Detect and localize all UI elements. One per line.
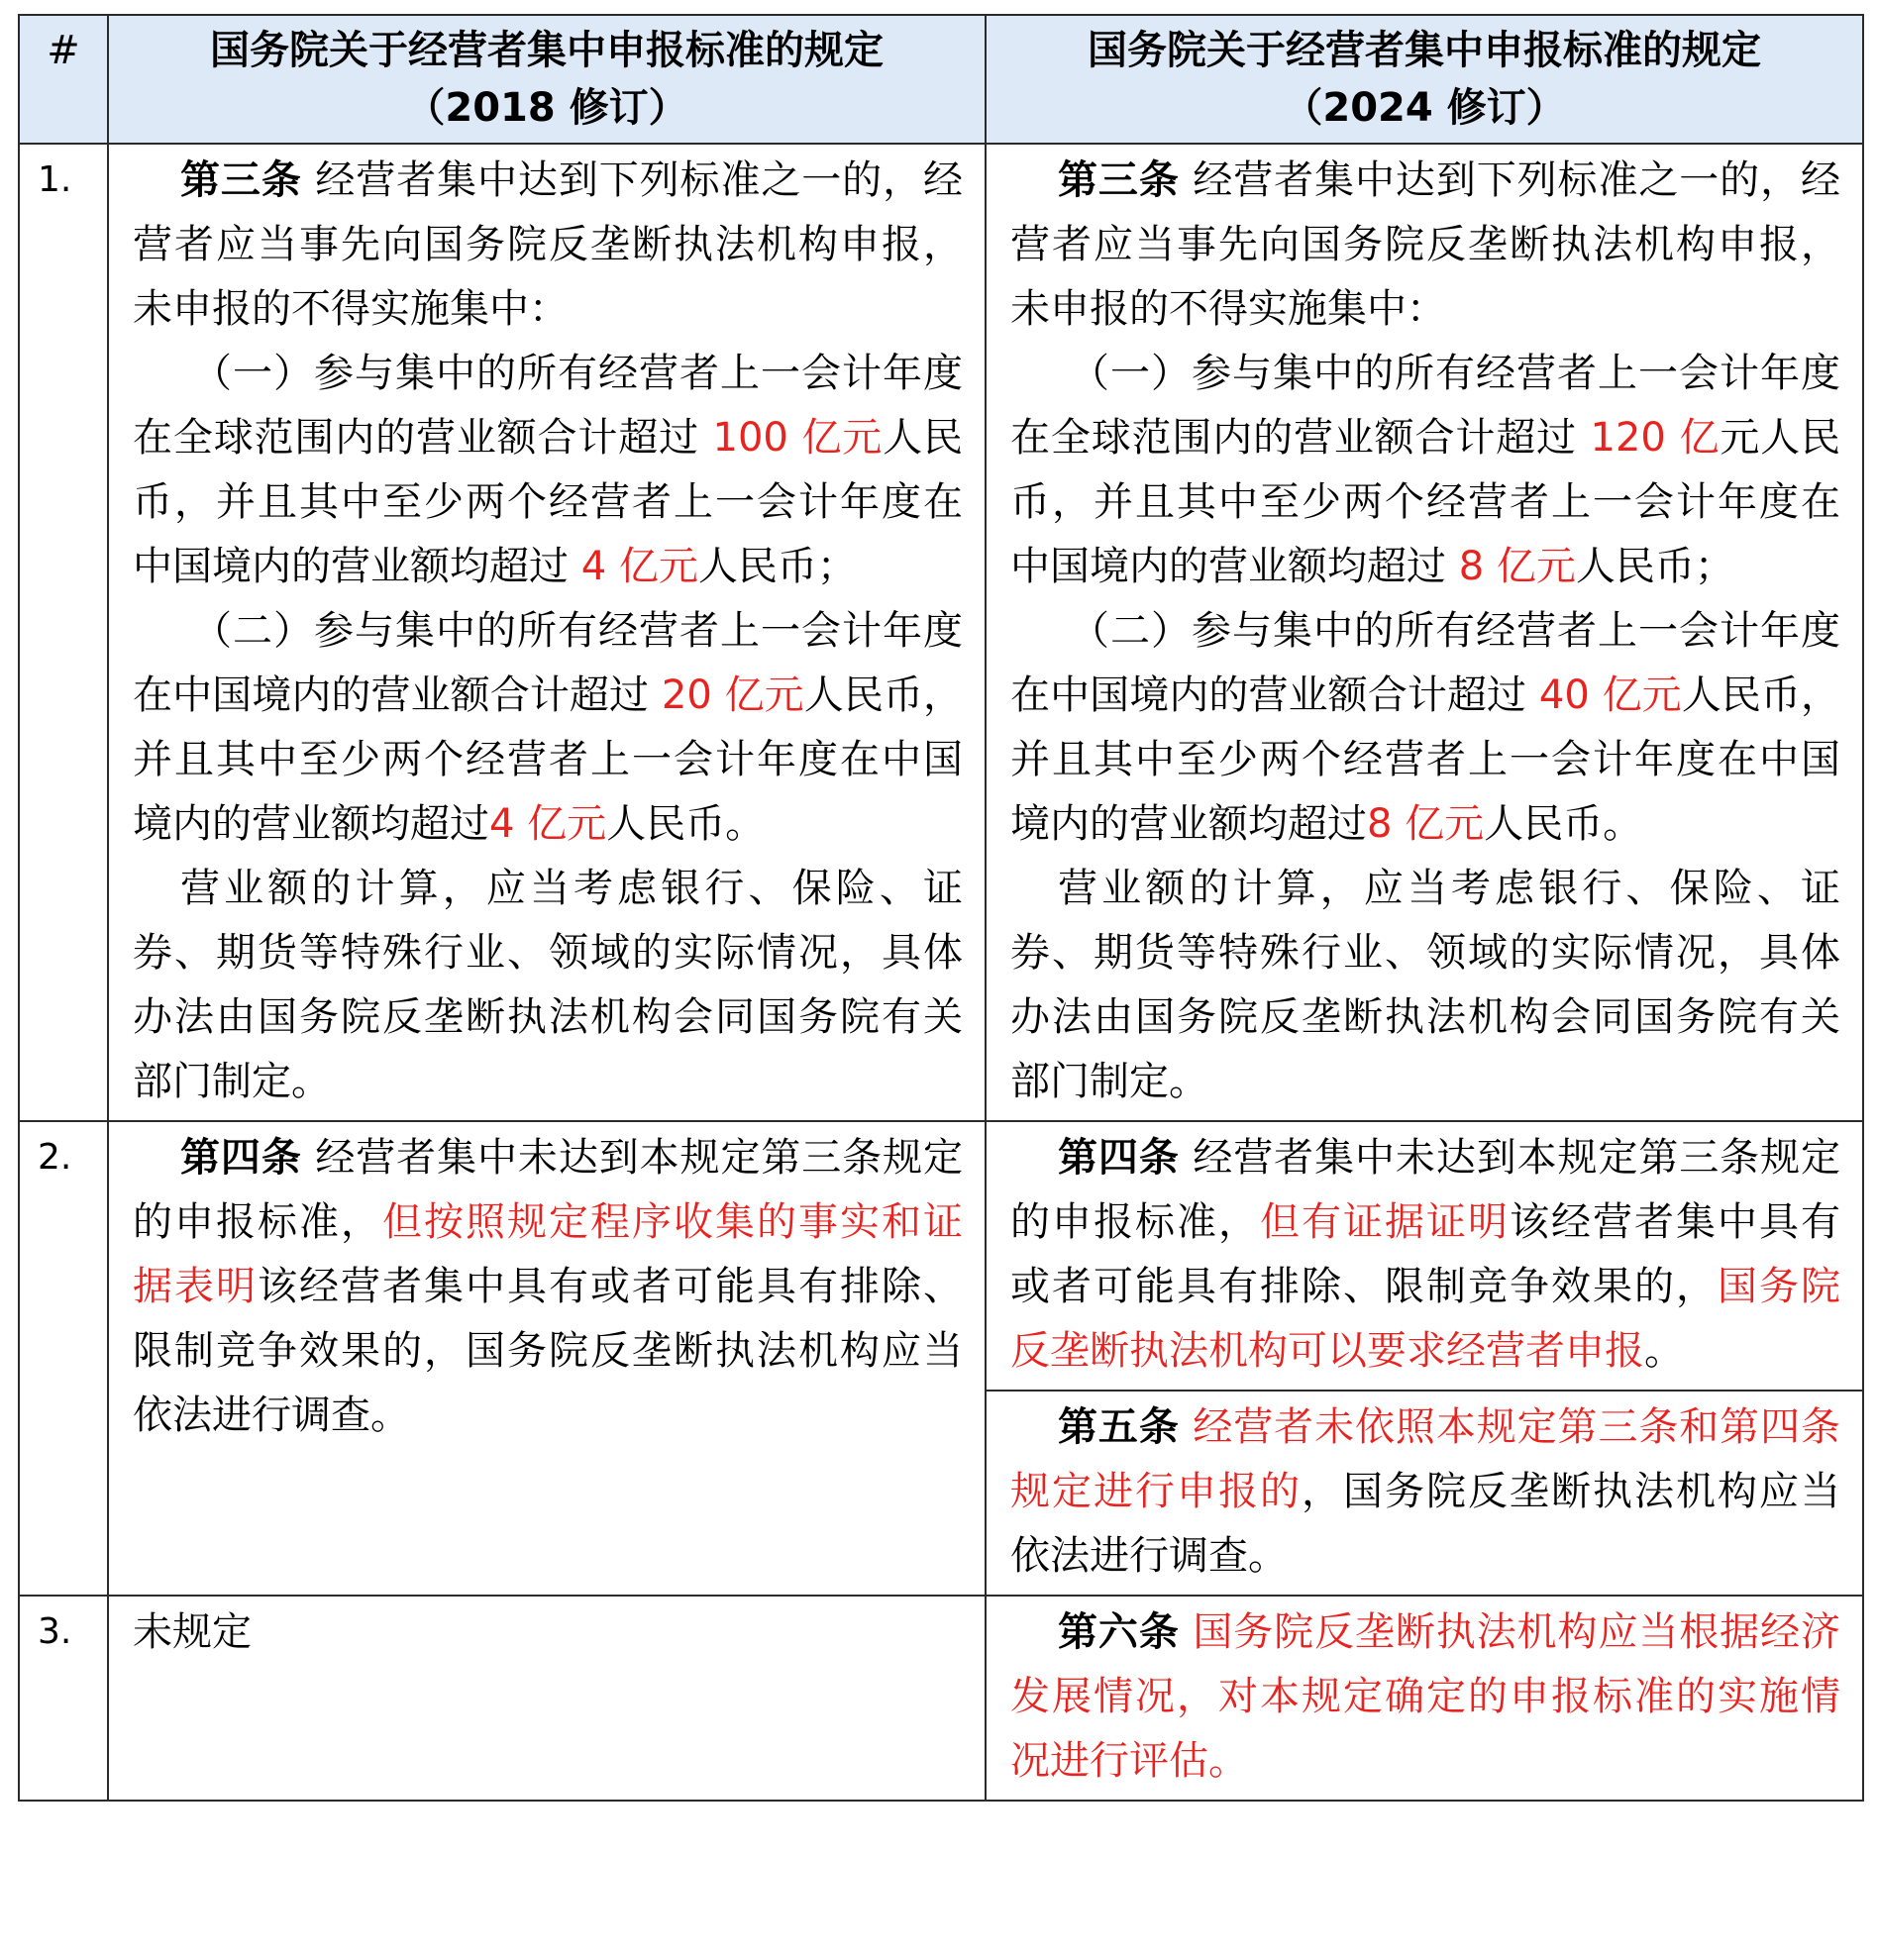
- header-2024-sub: （2024 修订）: [1283, 85, 1566, 131]
- highlight: 8 亿元: [1367, 801, 1485, 847]
- text: 人民币。: [606, 801, 766, 847]
- paragraph: [133, 149, 963, 342]
- cell-2024-article4: [987, 1122, 1862, 1390]
- article-head: 第四条: [1058, 1135, 1180, 1181]
- text: 经营者集中达到下列标准之一的，经营者应当事先向国务院反垄断执法机构申报，未申报的不得实施集中：: [1010, 157, 1841, 332]
- highlight: 20 亿元: [661, 672, 804, 718]
- highlight: 40 亿元: [1538, 672, 1682, 718]
- article-head: 第三条: [180, 157, 302, 203]
- paragraph: [1010, 1126, 1840, 1384]
- header-num: #: [19, 15, 108, 144]
- text: 经营者集中未达到本规定第三条规定的申报标准，: [133, 1135, 964, 1245]
- comparison-table: [18, 14, 1864, 1802]
- text: （一）参与集中的所有经营者上一会计年度在全球范围内的营业额合计超过: [1010, 351, 1840, 461]
- header-2018: [108, 15, 986, 144]
- paragraph: [133, 599, 963, 857]
- highlight: 4 亿元: [580, 544, 698, 589]
- text: 人民币；: [697, 544, 857, 589]
- header-row: [19, 15, 1863, 144]
- row-num: 1.: [19, 144, 108, 1121]
- highlight: 120 亿: [1590, 415, 1721, 461]
- table-row: [19, 1121, 1863, 1596]
- highlight: 但有证据证明: [1260, 1199, 1510, 1245]
- cell-2018-article4: [108, 1121, 986, 1596]
- paragraph: [1010, 149, 1840, 342]
- header-2024-title: 国务院关于经营者集中申报标准的规定: [1088, 28, 1761, 73]
- highlight: 国务院反垄断执法机构可以要求经营者申报: [1010, 1264, 1840, 1374]
- highlight: 国务院反垄断执法机构应当根据经济发展情况，对本规定确定的申报标准的实施情况进行评估。: [1010, 1609, 1841, 1784]
- cell-2018-none: [108, 1596, 986, 1801]
- cell-2018-article3: [108, 144, 986, 1121]
- paragraph: [133, 342, 963, 599]
- article-head: 第四条: [180, 1135, 302, 1181]
- cell-2024-article3: [986, 144, 1863, 1121]
- text: [1180, 1609, 1194, 1655]
- paragraph: [1010, 1600, 1840, 1794]
- cell-2024-article5: [987, 1390, 1862, 1595]
- row-num: 3.: [19, 1596, 108, 1801]
- highlight: 但按照规定程序收集的事实和证据表明: [133, 1199, 963, 1309]
- text: [1180, 1404, 1194, 1450]
- highlight: 8 亿元: [1458, 544, 1576, 589]
- text: （一）参与集中的所有经营者上一会计年度在全球范围内的营业额合计超过: [133, 351, 963, 461]
- header-2024: [986, 15, 1863, 144]
- text: 人民币。: [1484, 801, 1643, 847]
- paragraph: [1010, 599, 1840, 857]
- paragraph: 营业额的计算，应当考虑银行、保险、证券、期货等特殊行业、领域的实际情况，具体办法由国务院反垄断执法机构会同国务院有关部门制定。: [1010, 866, 1840, 1104]
- text: 。: [1644, 1328, 1684, 1374]
- table-row: [19, 1596, 1863, 1801]
- cell-2024-article6: [986, 1596, 1863, 1801]
- highlight: 100 亿元: [712, 415, 884, 461]
- article-head: 第五条: [1058, 1404, 1180, 1450]
- text: 经营者集中达到下列标准之一的，经营者应当事先向国务院反垄断执法机构申报，未申报的不得实施集中：: [133, 157, 964, 332]
- text: 人民币，并且其中至少两个经营者上一会计年度在中国境内的营业额均超过: [133, 672, 963, 847]
- highlight: 经营者未依照本规定第三条和第四条规定进行申报的: [1010, 1404, 1841, 1514]
- row-num: 2.: [19, 1121, 108, 1596]
- text: 人民币；: [1575, 544, 1734, 589]
- text: ，国务院反垄断执法机构应当依法进行调查。: [1010, 1469, 1840, 1579]
- text: 该经营者集中具有或者可能具有排除、限制竞争效果的，: [1010, 1199, 1840, 1309]
- table-row: [19, 144, 1863, 1121]
- paragraph: 未规定: [133, 1609, 252, 1655]
- text: 该经营者集中具有或者可能具有排除、限制竞争效果的，国务院反垄断执法机构应当依法进行调查。: [133, 1264, 963, 1438]
- cell-2024-article4-5: [986, 1121, 1863, 1596]
- paragraph: [133, 1126, 963, 1448]
- text: 人民币，并且其中至少两个经营者上一会计年度在中国境内的营业额均超过: [133, 415, 964, 589]
- text: 元人民币，并且其中至少两个经营者上一会计年度在中国境内的营业额均超过: [1010, 415, 1841, 589]
- text: 人民币，并且其中至少两个经营者上一会计年度在中国境内的营业额均超过: [1010, 672, 1840, 847]
- header-2018-title: 国务院关于经营者集中申报标准的规定: [210, 28, 884, 73]
- header-2018-sub: （2018 修订）: [405, 85, 688, 131]
- article-head: 第六条: [1058, 1609, 1180, 1655]
- article-head: 第三条: [1058, 157, 1180, 203]
- paragraph: [1010, 342, 1840, 599]
- paragraph: 营业额的计算，应当考虑银行、保险、证券、期货等特殊行业、领域的实际情况，具体办法由国务院反垄断执法机构会同国务院有关部门制定。: [133, 866, 963, 1104]
- text: （二）参与集中的所有经营者上一会计年度在中国境内的营业额合计超过: [133, 608, 963, 718]
- text: 经营者集中未达到本规定第三条规定的申报标准，: [1010, 1135, 1841, 1245]
- text: （二）参与集中的所有经营者上一会计年度在中国境内的营业额合计超过: [1010, 608, 1840, 718]
- highlight: 4 亿元: [489, 801, 607, 847]
- paragraph: [1010, 1395, 1840, 1589]
